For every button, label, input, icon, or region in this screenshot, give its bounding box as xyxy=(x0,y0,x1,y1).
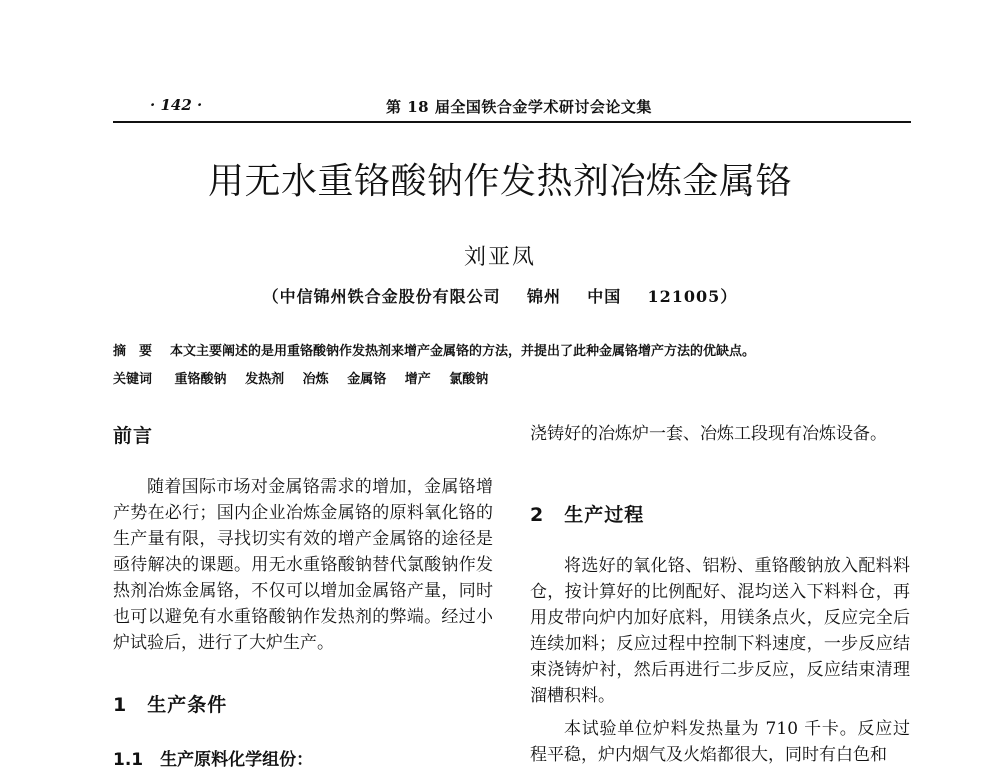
section-1-1-heading: 1.1 生产原料化学组份： xyxy=(113,750,314,770)
page-number: · 142 · xyxy=(150,96,203,114)
keyword: 氯酸钠 xyxy=(449,372,489,387)
keyword: 金属铬 xyxy=(347,372,387,387)
keywords-label: 关键词 xyxy=(113,372,153,387)
keyword: 增产 xyxy=(404,372,431,387)
article-title: 用无水重铬酸钠作发热剂冶炼金属铬 xyxy=(207,161,792,202)
keyword: 发热剂 xyxy=(245,372,285,387)
keyword: 冶炼 xyxy=(302,372,329,387)
keyword: 重铬酸钠 xyxy=(174,372,227,387)
article-author: 刘亚凤 xyxy=(463,245,536,270)
keywords xyxy=(113,368,502,387)
process-paragraph-1: 将选好的氧化铬、铝粉、重铬酸钠放入配料料仓，按计算好的比例配好、混均送入下料料仓，再用皮带向炉内加好底料，用镁条点火，反应完全后连续加料；反应过程中控制下料速度，一步反应结束浇铸炉衬，然后再进行二步反应，反应结束清理溜槽积料。 xyxy=(530,556,910,706)
intro-paragraph: 随着国际市场对金属铬需求的增加，金属铬增产势在必行；国内企业冶炼金属铬的原料氧化铬的生产量有限，寻找切实有效的增产金属铬的途径是亟待解决的课题。用无水重铬酸钠替代氯酸钠作发热剂冶炼金属铬，不仅可以增加金属铬产量，同时也可以避免有水重铬酸钠作发热剂的弊端。经过小炉试验后，进行了大炉生产。 xyxy=(113,477,493,653)
abstract-label: 摘 要 xyxy=(113,344,153,359)
abstract xyxy=(113,340,755,359)
abstract-text: 本文主要阐述的是用重铬酸钠作发热剂来增产金属铬的方法，并提出了此种金属铬增产方法的优缺点。 xyxy=(170,344,756,359)
process-paragraph-2: 本试验单位炉料发热量为 710 千卡。反应过程平稳，炉内烟气及火焰都很大，同时有白色和 xyxy=(530,719,910,765)
header-rule xyxy=(113,121,911,123)
author-affiliation: （中信锦州铁合金股份有限公司 锦州 中国 121005） xyxy=(262,287,738,306)
carry-over-text: 浇铸好的冶炼炉一套、冶炼工段现有冶炼设备。 xyxy=(530,424,887,444)
running-title: 第 18 届全国铁合金学术研讨会论文集 xyxy=(386,98,652,116)
intro-heading: 前言 xyxy=(113,425,154,447)
section-2-heading: 2 生产过程 xyxy=(530,504,645,526)
section-1-heading: 1 生产条件 xyxy=(113,694,228,716)
